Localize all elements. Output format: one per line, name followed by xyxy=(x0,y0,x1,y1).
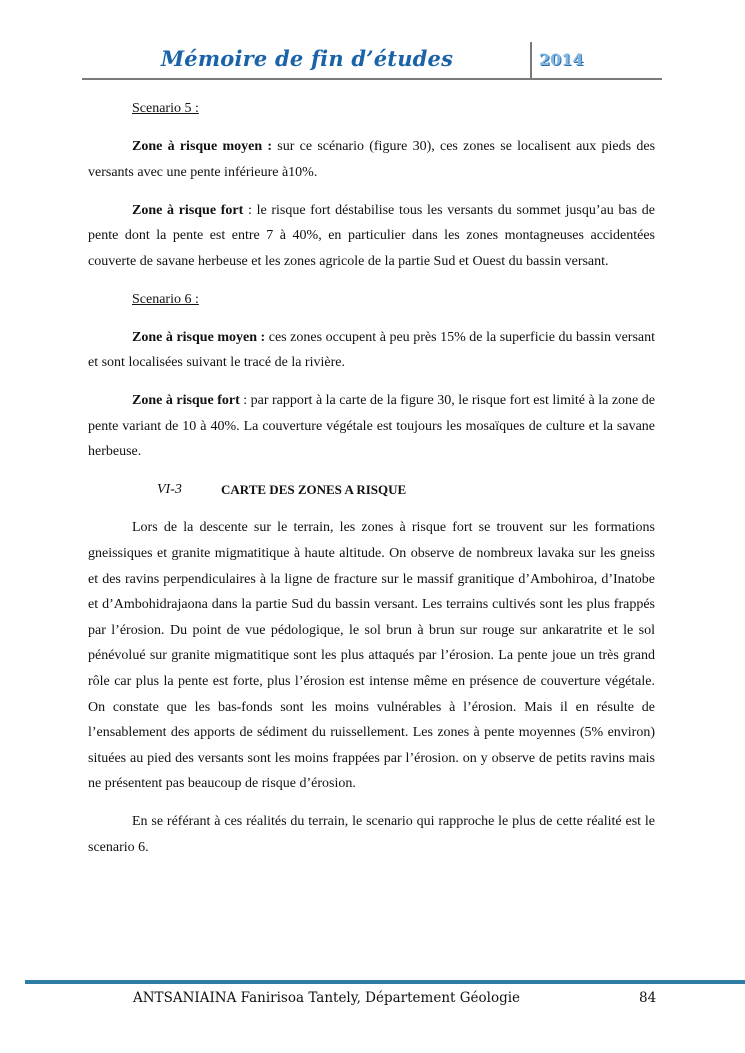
scenario-5-heading xyxy=(88,96,655,122)
footer-author: ANTSANIAINA Fanirisoa Tantely, Département Géologie xyxy=(133,990,521,1006)
section-paragraph-1: Lors de la descente sur le terrain, les zones à risque fort se trouvent sur les formations gneissiques et granite migmatitique à haute altitude. On observe de nombreux lavaka sur les gneiss et des ravins perpendiculaires à la ligne de fracture sur le massif granitique d’Ambohiroa, d’Inatobe et d’Ambohidrajaona dans la partie Sud du bassin versant. Les terrains cultivés sont les plus frappés par l’érosion. Du point de vue pédologique, le sol brun à brun sur rouge sur ankaratrite et le sol pénévolué sur granite migmatitique sont les plus attaqués par l’érosion. La pente joue un très grand rôle car plus la pente est forte, plus l’érosion est intense même en présence de couverture végétale. On constate que les bas-fonds sont les moins vulnérables à l’érosion. Mais il en résulte de l’ensablement des apports de sédiment du ruissellement. Les zones à pente moyennes (5% environ) situées au pied des versants sont les moins frappées par l’érosion. on y observe de petits ravins mais ne présentent pas beaucoup de risque d’érosion. xyxy=(88,520,655,792)
section-title: CARTE DES ZONES A RISQUE xyxy=(221,482,407,498)
document-title: Mémoire de fin d’études xyxy=(160,46,454,71)
scenario-5-title: Scenario 5 : xyxy=(132,101,199,116)
scenario-5-fort-text: : le risque fort déstabilise tous les versants du sommet jusqu’au bas de pente dont la pente est entre 7 à 40%, en particulier dans les zones montagneuses accidentées couverte de savane herbeuse et les zones agricole de la partie Sud et Ouest du bassin versant. xyxy=(88,202,655,269)
scenario-6-moyen-paragraph xyxy=(88,325,655,376)
scenario-6-title: Scenario 6 : xyxy=(132,291,199,307)
scenario-5-moyen-label: Zone à risque moyen : xyxy=(132,138,273,154)
page-header xyxy=(82,38,662,80)
scenario-5-moyen-text: sur ce scénario (figure 30), ces zones se localisent aux pieds des versants avec une pente inférieure à10%. xyxy=(88,138,656,180)
scenario-6-fort-label: Zone à risque fort xyxy=(132,393,240,409)
scenario-6-fort-paragraph xyxy=(88,388,655,465)
section-paragraph-2: En se référant à ces réalités du terrain, le scenario qui rapproche le plus de cette réalité est le scenario 6. xyxy=(88,814,655,855)
scenario-5-fort-paragraph xyxy=(88,198,655,275)
scenario-6-moyen-label: Zone à risque moyen : xyxy=(132,329,266,345)
section-number: VI-3 xyxy=(157,482,182,498)
scenario-5-fort-label: Zone à risque fort xyxy=(132,202,244,218)
scenario-6-heading xyxy=(88,287,655,313)
section-heading xyxy=(88,477,655,503)
header-divider xyxy=(530,42,532,78)
document-year: 2014 xyxy=(539,50,584,69)
scenario-6-moyen-text: ces zones occupent à peu près 15% de la superficie du bassin versant et sont localisées suivant le tracé de la rivière. xyxy=(88,329,655,371)
scenario-6-fort-text: : par rapport à la carte de la figure 30, le risque fort est limité à la zone de pente variant de 10 à 40%. La couverture végétale est toujours les mosaïques de culture et la savane herbeuse. xyxy=(88,393,655,460)
scenario-5-moyen-paragraph xyxy=(88,134,655,185)
page-number: 84 xyxy=(639,990,657,1006)
page-content xyxy=(88,96,655,873)
footer-rule xyxy=(25,980,745,984)
